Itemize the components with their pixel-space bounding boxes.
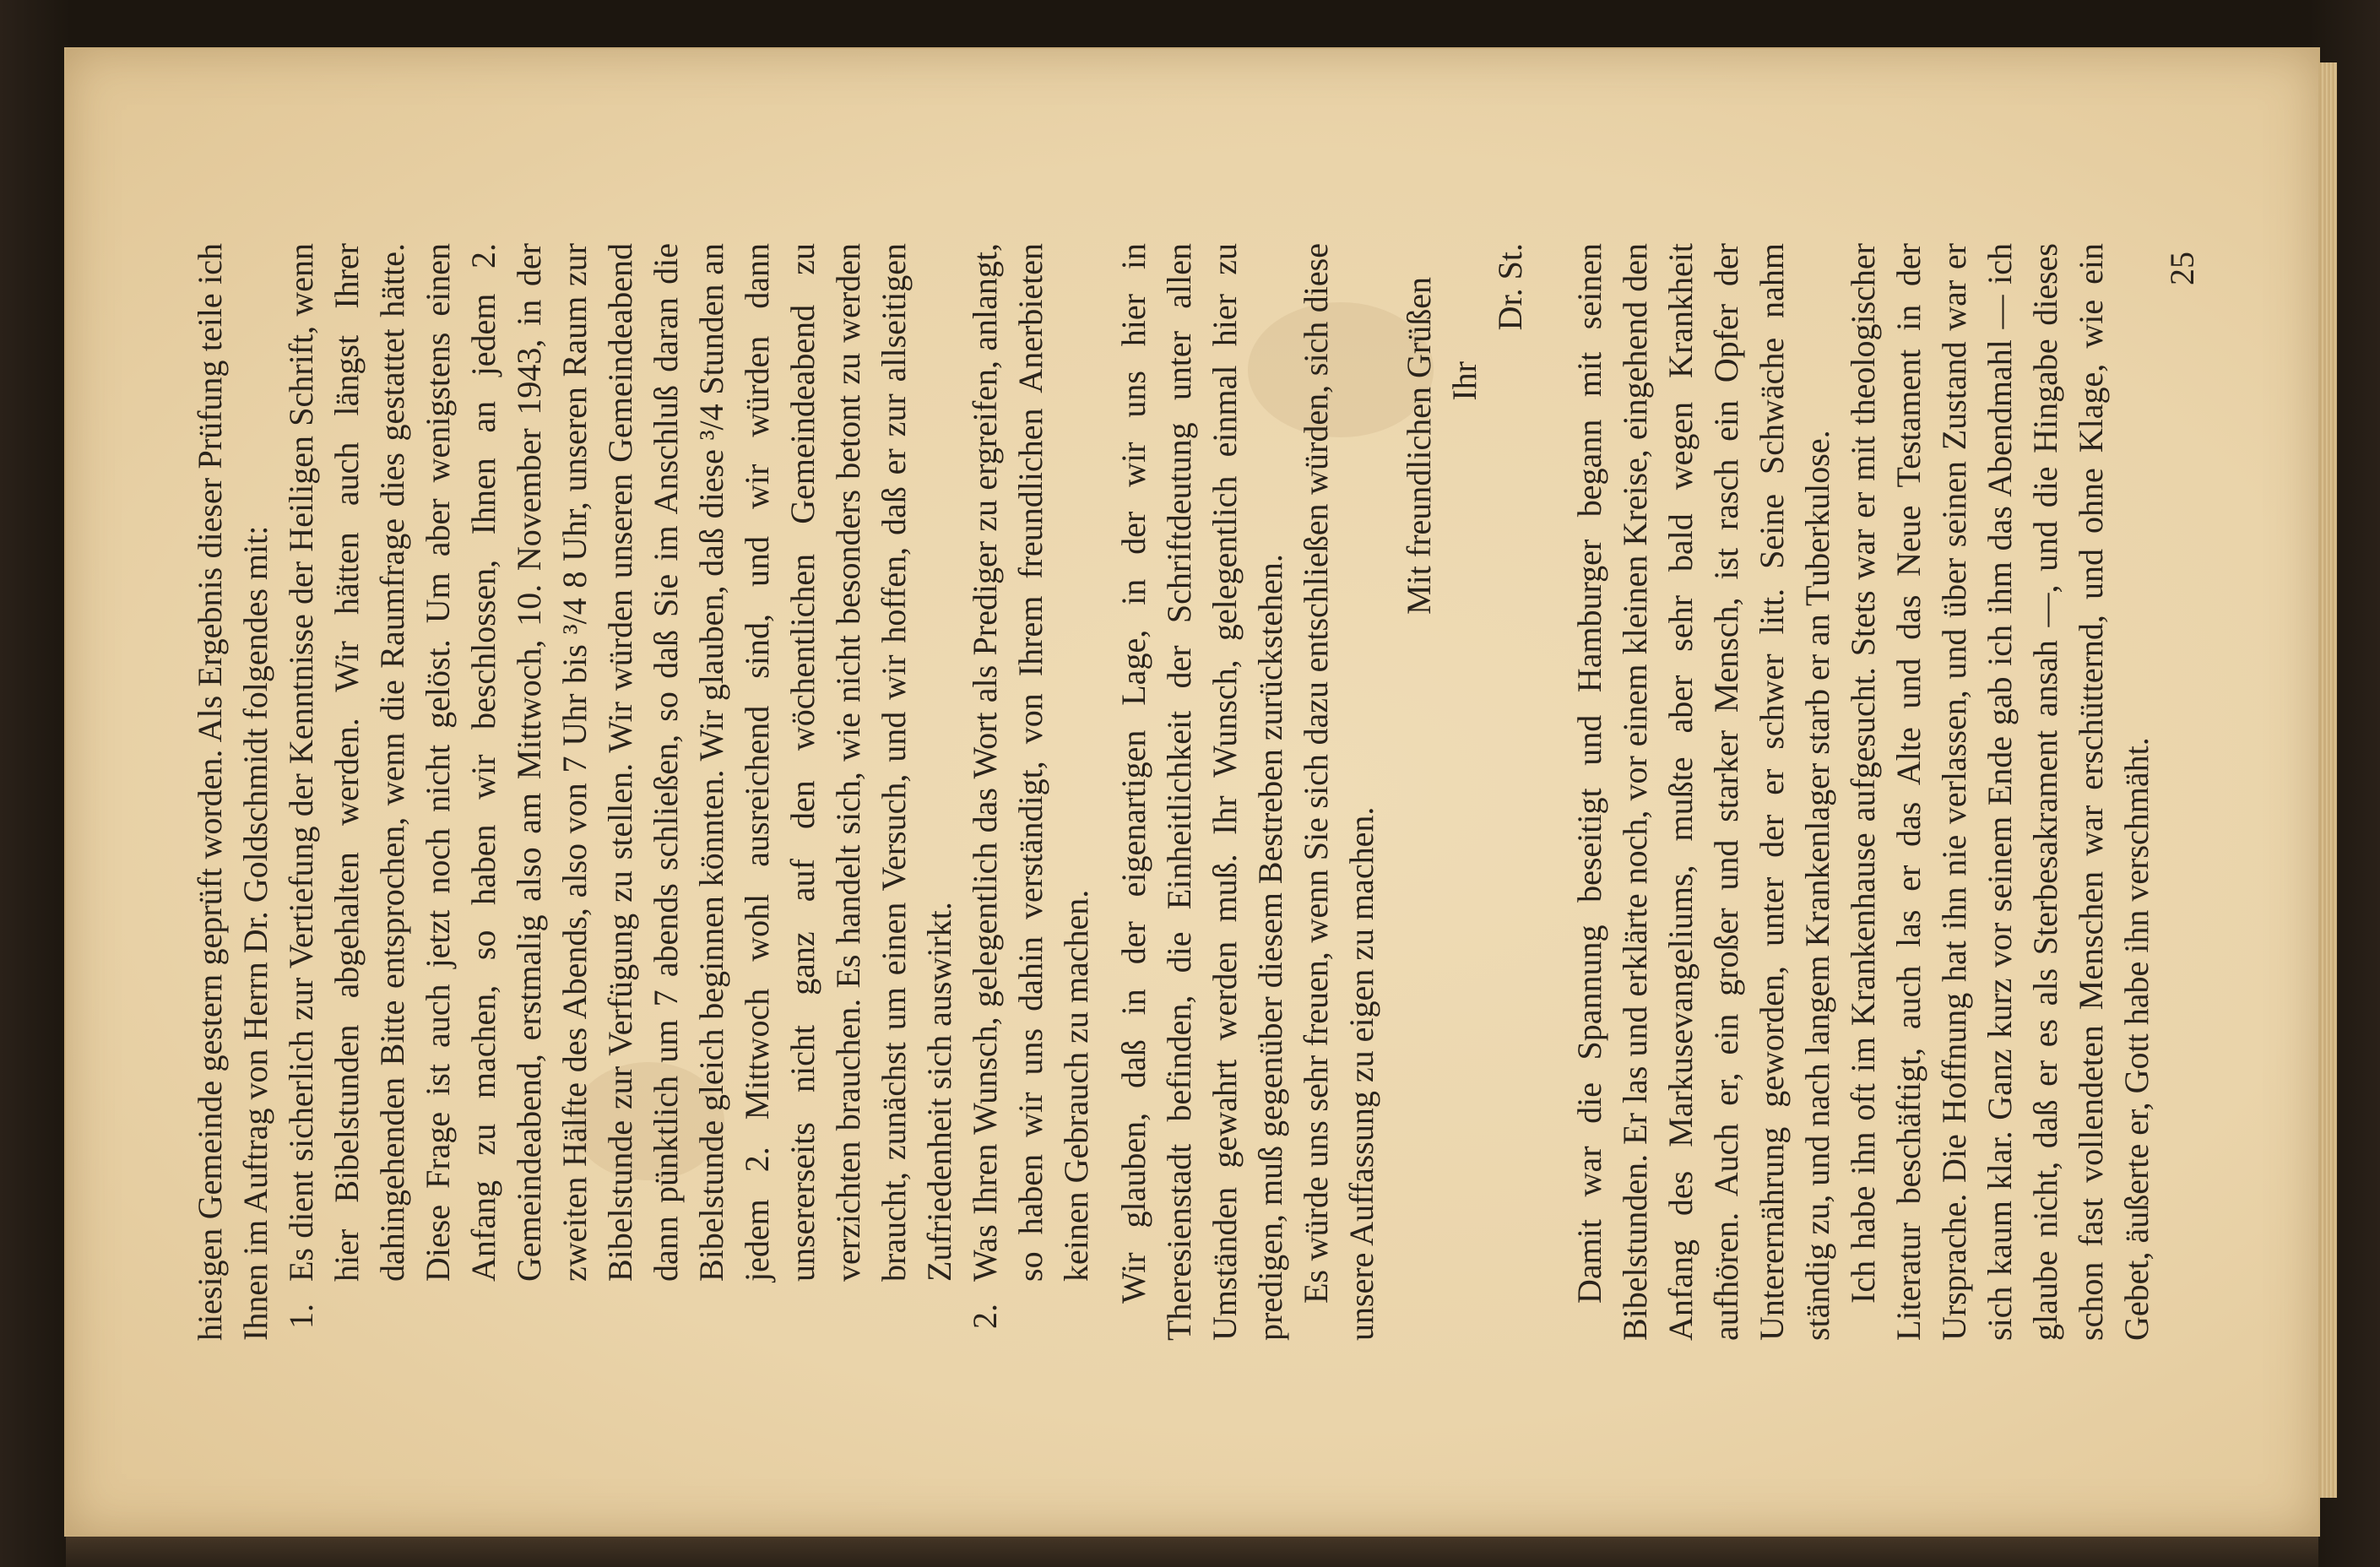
list-text: Was Ihren Wunsch, gelegentlich das Wort als Prediger zu ergreifen, anlangt, so haben wir uns dahin verständigt, von Ihrem freundlichen Anerbieten keinen Gebrauch zu machen. xyxy=(966,243,1095,1282)
spacer xyxy=(1385,243,1396,1341)
rotated-text-block xyxy=(187,201,2247,1383)
spacer xyxy=(1533,243,1567,1341)
paragraph-joy: Es würde uns sehr freuen, wenn Sie sich dazu entschließen würden, sich diese unsere Auffassung zu eigen zu machen. xyxy=(1297,243,1380,1341)
paragraph-visit: Ich habe ihn oft im Krankenhause aufgesucht. Stets war er mit theologischer Literatur beschäftigt, auch las er das Alte und das Neue Testament in der Ursprache. Die Hoffnung hat ihn nie verlassen, und über seinen Zustand war er sich kaum klar. Ganz kurz vor seinem Ende gab ich ihm das Abendmahl — ich glaube nicht, daß er es als Sterbesakrament ansah —, und die Hingabe dieses schon fast vollendeten Menschen war erschütternd, und ohne Klage, wie ein Gebet, äußerte er, Gott habe ihn verschmäht. xyxy=(1844,243,2155,1341)
page-stack-edge xyxy=(2318,62,2337,1498)
intro-paragraph: hiesigen Gemeinde gestern geprüft worden. Als Ergebnis dieser Prüfung teile ich Ihnen im Auftrag von Herrn Dr. Goldschmidt folgendes mit: xyxy=(191,243,274,1341)
paragraph-tension: Damit war die Spannung beseitigt und Hamburger begann mit seinen Bibelstunden. Er las und erklärte noch, vor einem kleinen Kreise, eingehend den Anfang des Markusevangeliums, mußte aber sehr bald wegen Krankheit aufhören. Auch er, ein großer und starker Mensch, ist rasch ein Opfer der Unterernährung geworden, unter der er schwer litt. Seine Schwäche nahm ständig zu, und nach langem Krankenlager starb er an Tuberkulose. xyxy=(1570,243,1836,1341)
spacer xyxy=(1099,243,1111,1341)
list-number: 2. xyxy=(966,1304,1004,1329)
closing-ihr: Ihr xyxy=(1445,361,1483,401)
list-item-1 xyxy=(279,243,962,1341)
signature: Dr. St. xyxy=(1491,243,1529,331)
list-item-2 xyxy=(962,243,1099,1341)
paragraph-belief: Wir glauben, daß in der eigenartigen Lage, in der wir uns hier in Theresienstadt befinden, die Einheitlichkeit der Schriftdeutung unter allen Umständen gewahrt werden muß. Ihr Wunsch, gelegentlich einmal hier zu predigen, muß gegenüber diesem Bestreben zurückstehen. xyxy=(1114,243,1289,1341)
closing-salutation: Mit freundlichen Grüßen xyxy=(1400,277,1438,615)
page-number: 25 xyxy=(2163,252,2201,285)
list-number: 1. xyxy=(282,1304,320,1329)
list-text: Es dient sicherlich zur Vertiefung der Kenntnisse der Heiligen Schrift, wenn hier Bibelstunden abgehalten werden. Wir hätten auch längst Ihrer dahingehenden Bitte entsprochen, wenn die Raumfrage dies gestattet hätte. Diese Frage ist auch jetzt noch nicht gelöst. Um aber wenigstens einen Anfang zu machen, so haben wir beschlossen, Ihnen an jedem 2. Gemeindeabend, erstmalig also am Mittwoch, 10. November 1943, in der zweiten Hälfte des Abends, also von 7 Uhr bis ³/4 8 Uhr, unseren Raum zur Bibelstunde zur Verfügung zu stellen. Wir würden unseren Gemeindeabend dann pünktlich um 7 abends schließen, so daß Sie im Anschluß daran die Bibelstunde gleich beginnen könnten. Wir glauben, daß diese ³/4 Stunden an jedem 2. Mittwoch wohl ausreichend sind, und wir würden dann unsererseits nicht ganz auf den wöchentlichen Gemeindeabend zu verzichten brauchen. Es handelt sich, wie nicht besonders betont zu werden braucht, zunächst um einen Versuch, und wir hoffen, daß er zur allseitigen Zufriedenheit sich auswirkt. xyxy=(282,243,958,1282)
